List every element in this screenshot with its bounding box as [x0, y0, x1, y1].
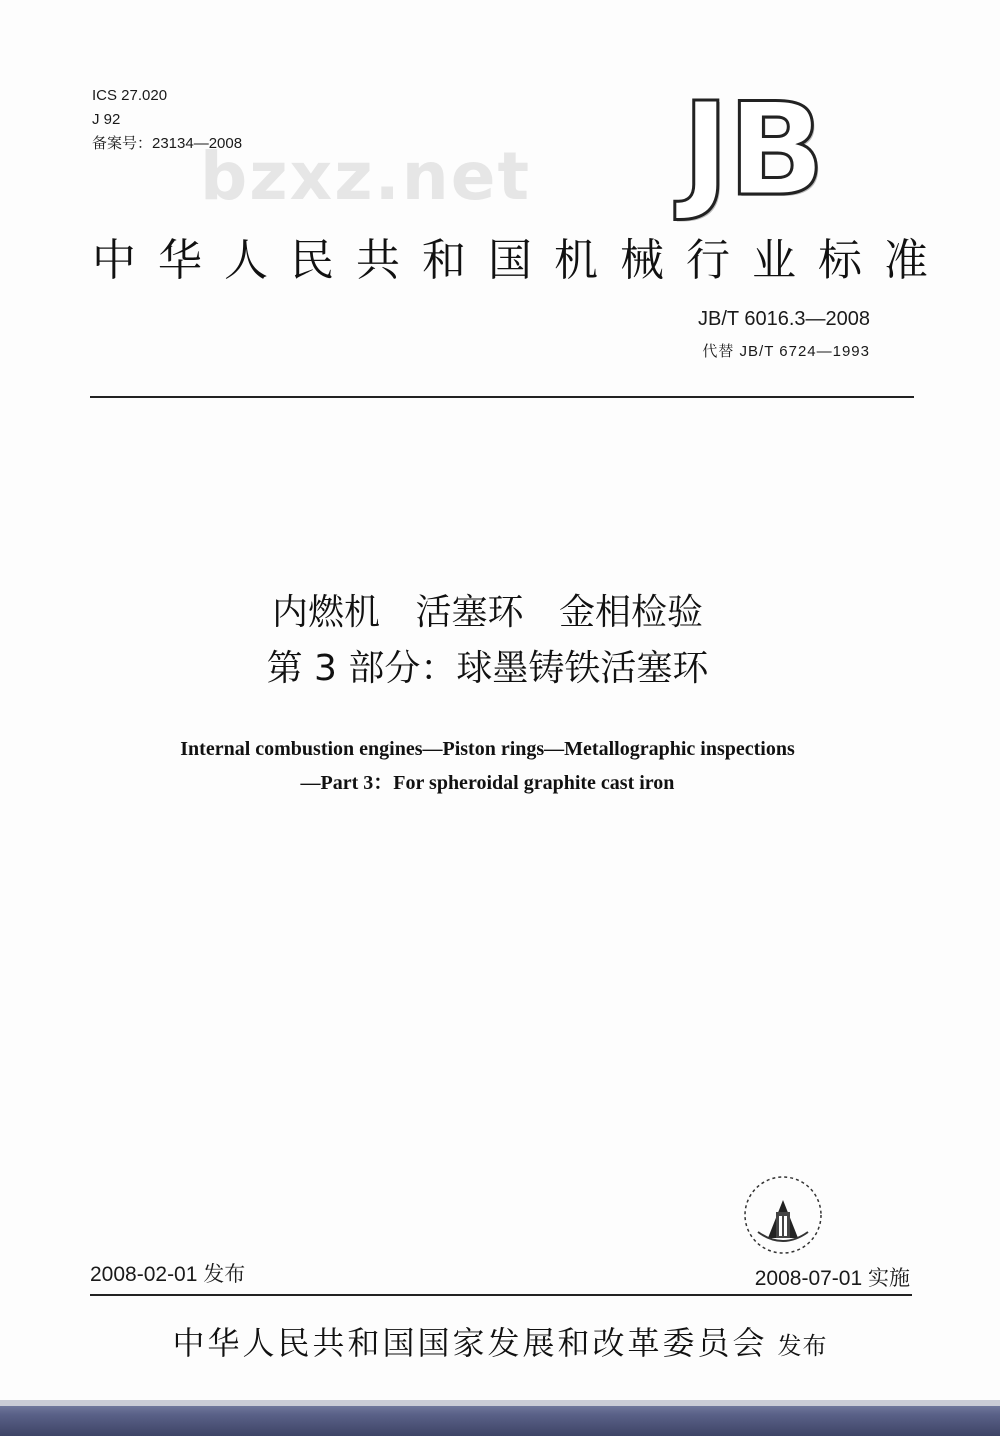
title-cn-line1: [0, 585, 975, 641]
standard-title: 中华人民共和国机械行业标准: [92, 235, 950, 286]
title-en-line1: Internal combustion engines—Piston rings—Metallographic inspections: [180, 738, 795, 760]
publisher-emblem-icon: [738, 1170, 828, 1260]
title-en-line2: —Part 3：For spheroidal graphite cast iron: [300, 772, 675, 794]
page-edge-shadow: [0, 1400, 1000, 1406]
issuer-name: 中华人民共和国国家发展和改革委员会: [172, 1324, 768, 1362]
title-cn-part: 活塞环: [415, 592, 524, 633]
document-title-chinese: [0, 585, 975, 697]
title-cn-part: 内燃机: [272, 592, 381, 633]
issuing-authority: [0, 1318, 1000, 1364]
watermark: bzxz.net: [200, 138, 532, 215]
viewer-background-strip: [0, 1400, 1000, 1436]
standard-number: JB/T 6016.3—2008: [698, 308, 870, 330]
ics-code: ICS 27.020: [92, 87, 168, 104]
implementation-date: 2008-07-01 实施: [754, 1267, 910, 1290]
category-code: J 92: [92, 111, 121, 128]
jb-logo: JB: [682, 76, 824, 225]
document-title-english: [0, 732, 975, 800]
issuer-suffix: 发布: [777, 1332, 828, 1360]
title-cn-line2: 第 3 部分：球墨铸铁活塞环: [266, 648, 709, 689]
issue-date: 2008-02-01 发布: [90, 1263, 246, 1286]
replaces-standard: 代替 JB/T 6724—1993: [702, 343, 870, 360]
footer-divider: [90, 1294, 912, 1296]
record-number: 备案号：23134—2008: [92, 135, 243, 152]
title-cn-part: 金相检验: [558, 592, 703, 633]
header-divider: [90, 396, 914, 398]
